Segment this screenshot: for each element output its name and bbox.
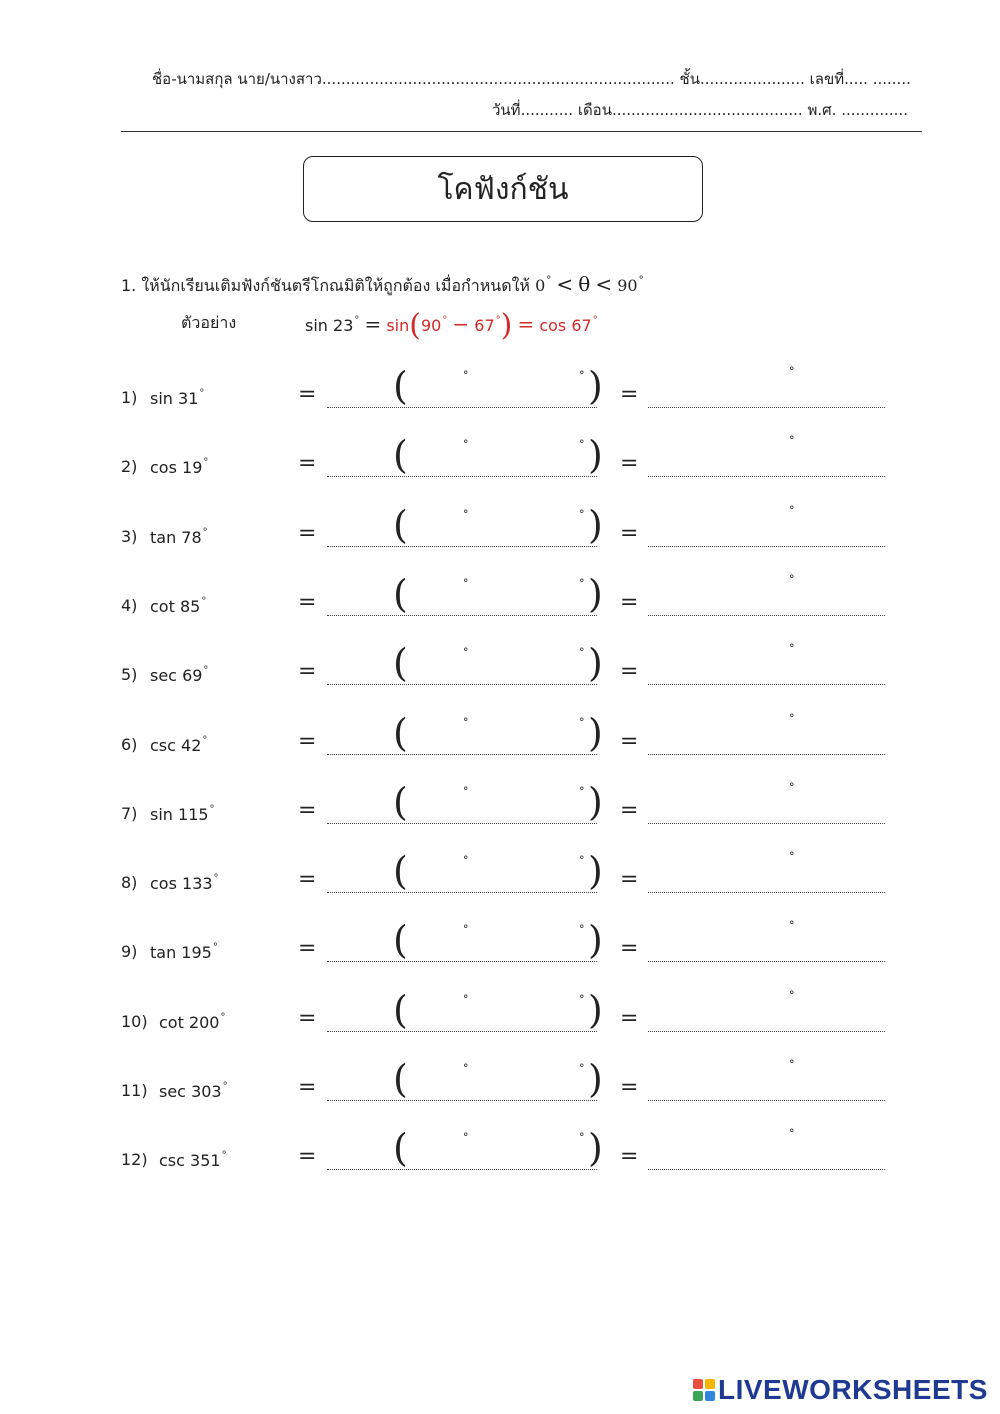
equals-sign: = [298, 659, 317, 685]
problem-row [0, 1126, 1000, 1192]
problem-expr: tan 78 [150, 527, 202, 547]
example-label: ตัวอย่าง [181, 313, 237, 332]
close-paren: ) [588, 918, 603, 963]
title-box [303, 156, 703, 222]
equals-sign: = [298, 1005, 317, 1031]
example-fn: sin [386, 316, 410, 335]
close-paren: ) [588, 502, 603, 547]
open-paren: ( [393, 641, 408, 686]
close-paren: ) [588, 987, 603, 1032]
year-field[interactable]: .............. [841, 101, 908, 119]
degree-symbol: ° [579, 715, 585, 729]
equals-sign: = [298, 797, 317, 823]
degree-symbol: ° [463, 1062, 469, 1075]
problem-row [0, 571, 1000, 638]
equals-sign: = [298, 451, 317, 477]
degree-symbol: ° [199, 388, 205, 399]
problem-expression [159, 1012, 225, 1032]
problem-expression [150, 596, 206, 616]
instruction-number: 1. [121, 276, 137, 295]
problem-number: 5) [121, 665, 138, 685]
close-paren: ) [588, 710, 603, 755]
equals-sign: = [620, 1075, 639, 1100]
liveworksheets-logo [693, 1374, 988, 1406]
degree-symbol: ° [789, 365, 795, 378]
number-label: เลขที่ [809, 70, 845, 88]
degree-symbol: ° [463, 507, 469, 521]
problem-expression [150, 527, 208, 547]
instruction [121, 272, 644, 299]
degree-symbol: ° [789, 780, 795, 794]
answer-function-field[interactable] [327, 546, 597, 547]
problem-number: 10) [121, 1011, 148, 1031]
answer-function-field[interactable] [327, 476, 597, 477]
equals-sign: = [298, 867, 317, 893]
problem-expression [159, 1081, 228, 1101]
degree-symbol: ° [789, 503, 795, 517]
example-rhs: cos 67 [539, 316, 592, 335]
degree-symbol: ° [463, 438, 469, 452]
month-label: เดือน [577, 101, 612, 119]
degree-symbol: ° [579, 438, 585, 452]
problem-expression [150, 804, 215, 824]
answer-cofunction-field[interactable] [648, 892, 885, 893]
equals-sign: = [298, 1075, 317, 1100]
problem-number: 4) [121, 595, 138, 615]
example-equals: = [364, 312, 382, 336]
degree-symbol: ° [463, 715, 469, 729]
problem-row [0, 779, 1000, 846]
problem-expression [150, 873, 219, 893]
problem-expr: cot 85 [150, 596, 201, 616]
open-paren: ( [393, 918, 408, 963]
open-paren: ( [393, 571, 408, 616]
answer-function-field[interactable] [327, 407, 597, 408]
close-paren: ) [588, 433, 603, 478]
answer-function-field[interactable] [327, 684, 597, 685]
problem-row [0, 641, 1000, 707]
close-paren: ) [588, 571, 603, 616]
equals-sign: = [620, 936, 639, 962]
degree-symbol: ° [789, 919, 795, 933]
problem-number: 11) [121, 1081, 148, 1100]
answer-function-field[interactable] [327, 1100, 597, 1101]
equals-sign: = [620, 1005, 639, 1031]
problem-expr: cot 200 [159, 1012, 220, 1032]
degree-symbol: ° [789, 642, 795, 656]
answer-function-field[interactable] [327, 615, 597, 616]
problem-number: 12) [121, 1150, 148, 1170]
problem-number: 6) [121, 734, 138, 754]
degree-symbol: ° [212, 942, 218, 954]
close-paren: ) [588, 849, 603, 894]
open-paren: ( [393, 364, 408, 408]
problem-number: 7) [121, 803, 138, 823]
degree-symbol: ° [579, 854, 585, 868]
degree-symbol: ° [221, 1150, 227, 1162]
logo-square [693, 1391, 703, 1401]
answer-function-field[interactable] [327, 961, 597, 962]
degree-symbol: ° [579, 507, 585, 521]
answer-cofunction-field[interactable] [648, 476, 885, 477]
degree-symbol: ° [354, 315, 360, 326]
equals-sign: = [620, 659, 639, 685]
problem-row [0, 918, 1000, 984]
problem-row [0, 710, 1000, 777]
degree-symbol: ° [463, 923, 469, 937]
degree-symbol: ° [789, 1127, 795, 1141]
degree-symbol: ° [579, 923, 585, 937]
problem-expr: csc 42 [150, 735, 202, 755]
name-line [152, 67, 911, 91]
logo-square [693, 1379, 703, 1389]
degree-symbol: ° [789, 434, 795, 448]
degree-symbol: ° [579, 646, 585, 660]
logo-square [705, 1379, 715, 1389]
problem-number: 2) [121, 457, 138, 477]
example-a: 90 [420, 316, 442, 335]
equals-sign: = [298, 520, 317, 546]
answer-cofunction-field[interactable] [648, 823, 885, 824]
degree-symbol: ° [202, 734, 208, 746]
equals-sign: = [298, 936, 317, 962]
less-than: < [556, 272, 574, 296]
open-paren: ( [393, 502, 408, 547]
problem-row [0, 364, 1000, 430]
example-open-paren: ( [409, 308, 421, 343]
degree-symbol: ° [463, 854, 469, 868]
problem-expression [150, 388, 204, 408]
equals-sign: = [298, 589, 317, 615]
year-label: พ.ศ. [807, 101, 837, 119]
example-close-paren: ) [500, 308, 513, 343]
degree-symbol: ° [213, 873, 219, 885]
problem-expression [150, 942, 218, 962]
degree-symbol: ° [789, 711, 795, 725]
problem-expr: cos 19 [150, 458, 203, 478]
equals-sign: = [620, 520, 639, 546]
degree-symbol: ° [579, 369, 585, 382]
equals-sign: = [298, 728, 317, 754]
example-lhs: sin 23 [305, 316, 354, 335]
condition [535, 272, 644, 296]
problem-row [0, 1057, 1000, 1123]
number-field[interactable]: ..... ........ [844, 70, 911, 88]
degree-symbol: ° [203, 665, 209, 677]
problem-row [0, 849, 1000, 915]
logo-square [705, 1391, 715, 1401]
problem-expression [159, 1150, 227, 1170]
problem-row [0, 987, 1000, 1054]
degree-symbol: ° [201, 595, 207, 607]
degree-symbol: ° [209, 803, 215, 815]
equals-sign: = [620, 451, 639, 477]
problem-expr: sin 115 [150, 804, 209, 824]
problem-number: 9) [121, 942, 138, 962]
answer-function-field[interactable] [327, 892, 597, 893]
example-b: 67 [474, 316, 495, 335]
class-label: ชั้น [679, 70, 700, 88]
theta: θ [578, 272, 591, 296]
instruction-text: ให้นักเรียนเติมฟังก์ชันตรีโกณมิติให้ถูกต้อง เมื่อกำหนดให้ [141, 276, 530, 295]
degree-symbol: ° [203, 457, 209, 469]
answer-function-field[interactable] [327, 754, 597, 755]
close-paren: ) [588, 1057, 603, 1101]
degree-symbol: ° [638, 275, 644, 286]
month-field[interactable]: ........................................ [611, 101, 803, 119]
open-paren: ( [393, 1057, 408, 1101]
equals-sign: = [620, 728, 639, 754]
answer-cofunction-field[interactable] [648, 1169, 885, 1170]
degree-symbol: ° [546, 275, 552, 286]
open-paren: ( [393, 1126, 408, 1171]
less-than-2: < [595, 272, 613, 296]
answer-cofunction-field[interactable] [648, 684, 885, 685]
equals-sign: = [298, 1144, 317, 1170]
open-paren: ( [393, 987, 408, 1032]
equals-sign: = [620, 382, 639, 407]
name-label: ชื่อ-นามสกุล นาย/นางสาว [152, 70, 322, 88]
open-paren: ( [393, 433, 408, 478]
close-paren: ) [588, 1126, 603, 1171]
problem-expression [150, 735, 207, 755]
open-paren: ( [393, 710, 408, 755]
cond-right: 90 [617, 276, 638, 295]
close-paren: ) [588, 779, 603, 824]
close-paren: ) [588, 364, 603, 408]
example-minus: − [452, 312, 470, 336]
degree-symbol: ° [789, 1058, 795, 1071]
degree-symbol: ° [463, 784, 469, 798]
answer-cofunction-field[interactable] [648, 546, 885, 547]
equals-sign: = [620, 797, 639, 823]
cond-left: 0 [535, 276, 546, 295]
date-line [492, 98, 908, 122]
degree-symbol: ° [579, 1062, 585, 1075]
problem-number: 8) [121, 873, 138, 893]
name-field[interactable]: .......................................................................... [321, 70, 675, 88]
date-field[interactable]: ........... [520, 101, 574, 119]
degree-symbol: ° [789, 572, 795, 586]
answer-function-field[interactable] [327, 1031, 597, 1032]
problem-expr: tan 195 [150, 943, 212, 963]
problem-expr: sec 303 [159, 1082, 222, 1101]
degree-symbol: ° [579, 992, 585, 1006]
answer-function-field[interactable] [327, 1169, 597, 1170]
degree-symbol: ° [442, 315, 448, 326]
answer-cofunction-field[interactable] [648, 1100, 885, 1101]
answer-cofunction-field[interactable] [648, 407, 885, 408]
degree-symbol: ° [789, 850, 795, 864]
degree-symbol: ° [592, 315, 598, 326]
problem-row [0, 502, 1000, 569]
answer-cofunction-field[interactable] [648, 615, 885, 616]
degree-symbol: ° [495, 315, 501, 326]
problem-expr: cos 133 [150, 874, 213, 894]
problem-expr: csc 351 [159, 1151, 221, 1171]
problem-expression [150, 457, 208, 477]
example-expression [305, 308, 598, 343]
open-paren: ( [393, 849, 408, 894]
degree-symbol: ° [579, 1131, 585, 1145]
logo-text: LIVEWORKSHEETS [718, 1374, 988, 1405]
open-paren: ( [393, 779, 408, 824]
answer-cofunction-field[interactable] [648, 754, 885, 755]
logo-icon [693, 1379, 715, 1401]
degree-symbol: ° [222, 1081, 228, 1092]
degree-symbol: ° [202, 526, 208, 538]
answer-function-field[interactable] [327, 823, 597, 824]
problem-number: 1) [121, 388, 138, 407]
degree-symbol: ° [220, 1011, 226, 1023]
degree-symbol: ° [463, 369, 469, 382]
close-paren: ) [588, 641, 603, 686]
degree-symbol: ° [463, 1131, 469, 1145]
date-label: วันที่ [492, 101, 521, 119]
page-title: โคฟังก์ชัน [437, 171, 569, 207]
answer-cofunction-field[interactable] [648, 961, 885, 962]
degree-symbol: ° [579, 784, 585, 798]
answer-cofunction-field[interactable] [648, 1031, 885, 1032]
equals-sign: = [620, 867, 639, 893]
degree-symbol: ° [579, 576, 585, 590]
problem-expr: sec 69 [150, 666, 203, 686]
equals-sign: = [620, 1144, 639, 1170]
class-field[interactable]: ...................... [699, 70, 805, 88]
degree-symbol: ° [789, 988, 795, 1002]
problem-expr: sin 31 [150, 389, 199, 408]
equals-sign: = [298, 382, 317, 407]
example-equals-2: = [517, 312, 535, 336]
equals-sign: = [620, 589, 639, 615]
degree-symbol: ° [463, 576, 469, 590]
problem-number: 3) [121, 526, 138, 546]
header-divider [121, 131, 922, 132]
degree-symbol: ° [463, 646, 469, 660]
degree-symbol: ° [463, 992, 469, 1006]
problem-expression [150, 665, 208, 685]
problem-row [0, 433, 1000, 499]
